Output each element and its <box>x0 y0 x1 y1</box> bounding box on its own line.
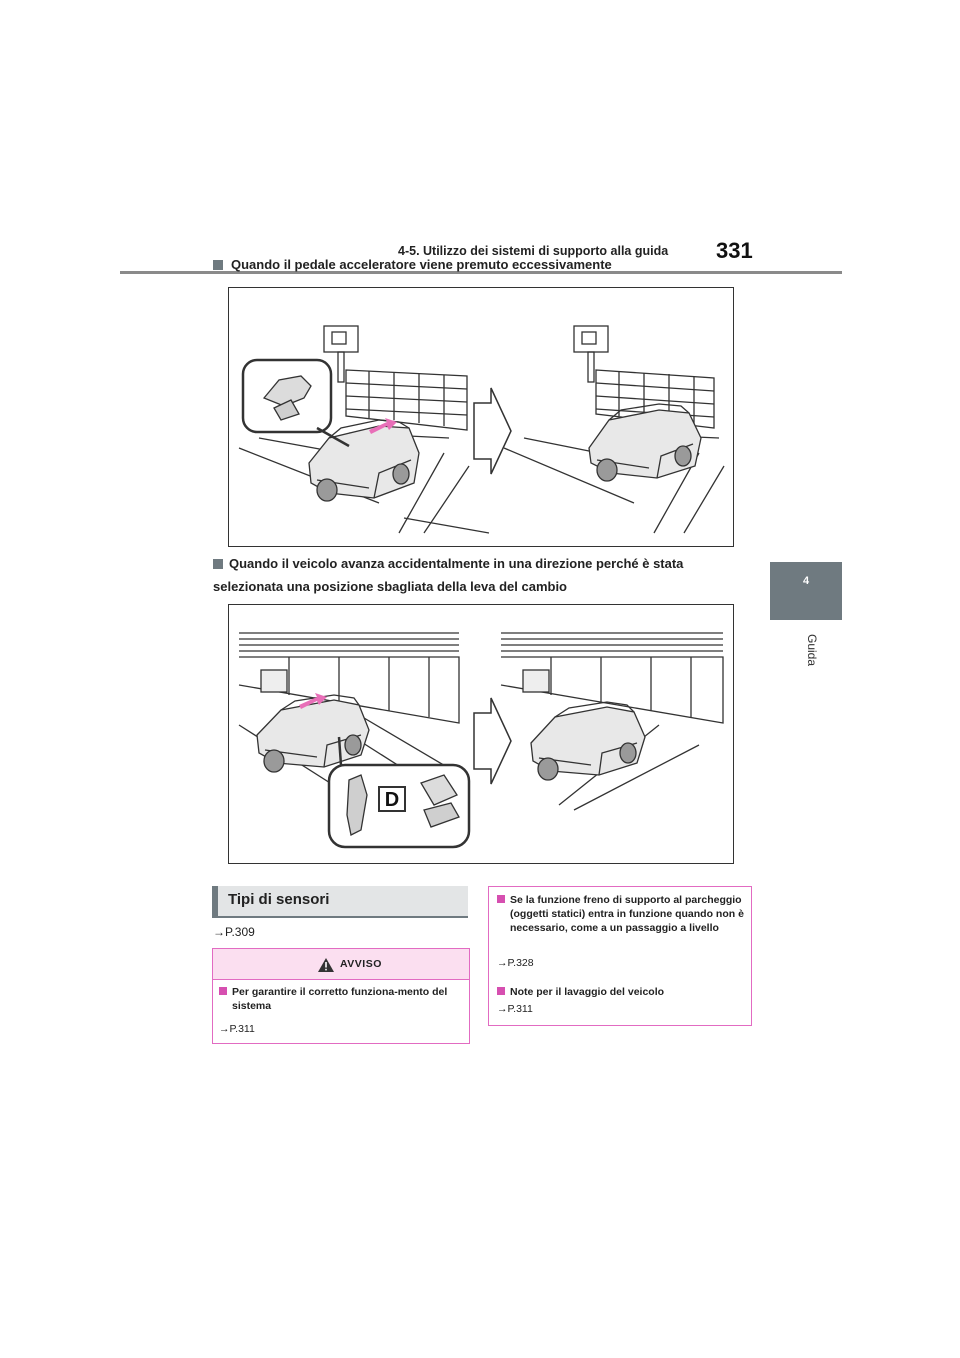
warning-item-reference[interactable]: →P.311 <box>219 1023 255 1035</box>
warning-header <box>213 949 469 979</box>
note-item-washing: Note per il lavaggio del veicolo <box>497 985 737 999</box>
illustration-wrong-gear <box>228 604 734 864</box>
bullet-square-icon <box>219 987 227 995</box>
note-item-reference[interactable]: →P.328 <box>497 957 534 969</box>
warning-divider <box>213 979 469 980</box>
arrow-right-icon: → <box>497 1003 508 1015</box>
arrow-right-icon: → <box>497 957 508 969</box>
warning-item: Per garantire il corretto funziona-mento del sistema <box>219 985 468 1013</box>
note-item-reference[interactable]: →P.311 <box>497 1003 533 1015</box>
gear-letter-d: D <box>384 789 400 811</box>
bullet-square-icon <box>497 987 505 995</box>
illustration-accelerator-pressed <box>228 287 734 547</box>
sensor-types-title: Tipi di sensori <box>228 891 330 908</box>
warning-label: AVVISO <box>340 958 382 970</box>
sensor-types-reference[interactable]: →P.309 <box>213 925 255 939</box>
heading-square-icon <box>213 260 223 270</box>
chapter-number: 4 <box>802 575 810 587</box>
note-item-static-objects: Se la funzione freno di supporto al parcheggio (oggetti statici) entra in funzione quando non è necessario, come a un passaggio a livello <box>497 893 750 935</box>
warning-box <box>212 948 470 1044</box>
arrow-right-icon: → <box>219 1023 230 1035</box>
sensor-header-bar <box>212 886 218 916</box>
warning-triangle-icon <box>317 957 335 973</box>
notes-box <box>488 886 752 1026</box>
arrow-right-icon: → <box>213 925 225 939</box>
sensor-types-header <box>212 886 468 918</box>
bullet-square-icon <box>497 895 505 903</box>
header-section-title: 4-5. Utilizzo dei sistemi di supporto alla guida <box>398 244 669 258</box>
heading-square-icon <box>213 559 223 569</box>
chapter-label: Guida <box>805 633 819 667</box>
section-heading-wrong-gear: Quando il veicolo avanza accidentalmente in una direzione perché è stata selezionata una posizione sbagliata della leva del cambio <box>213 556 684 594</box>
page-number: 331 <box>716 238 753 263</box>
section-heading-accelerator: Quando il pedale acceleratore viene premuto eccessivamente <box>213 257 612 272</box>
chapter-tab <box>770 562 842 620</box>
